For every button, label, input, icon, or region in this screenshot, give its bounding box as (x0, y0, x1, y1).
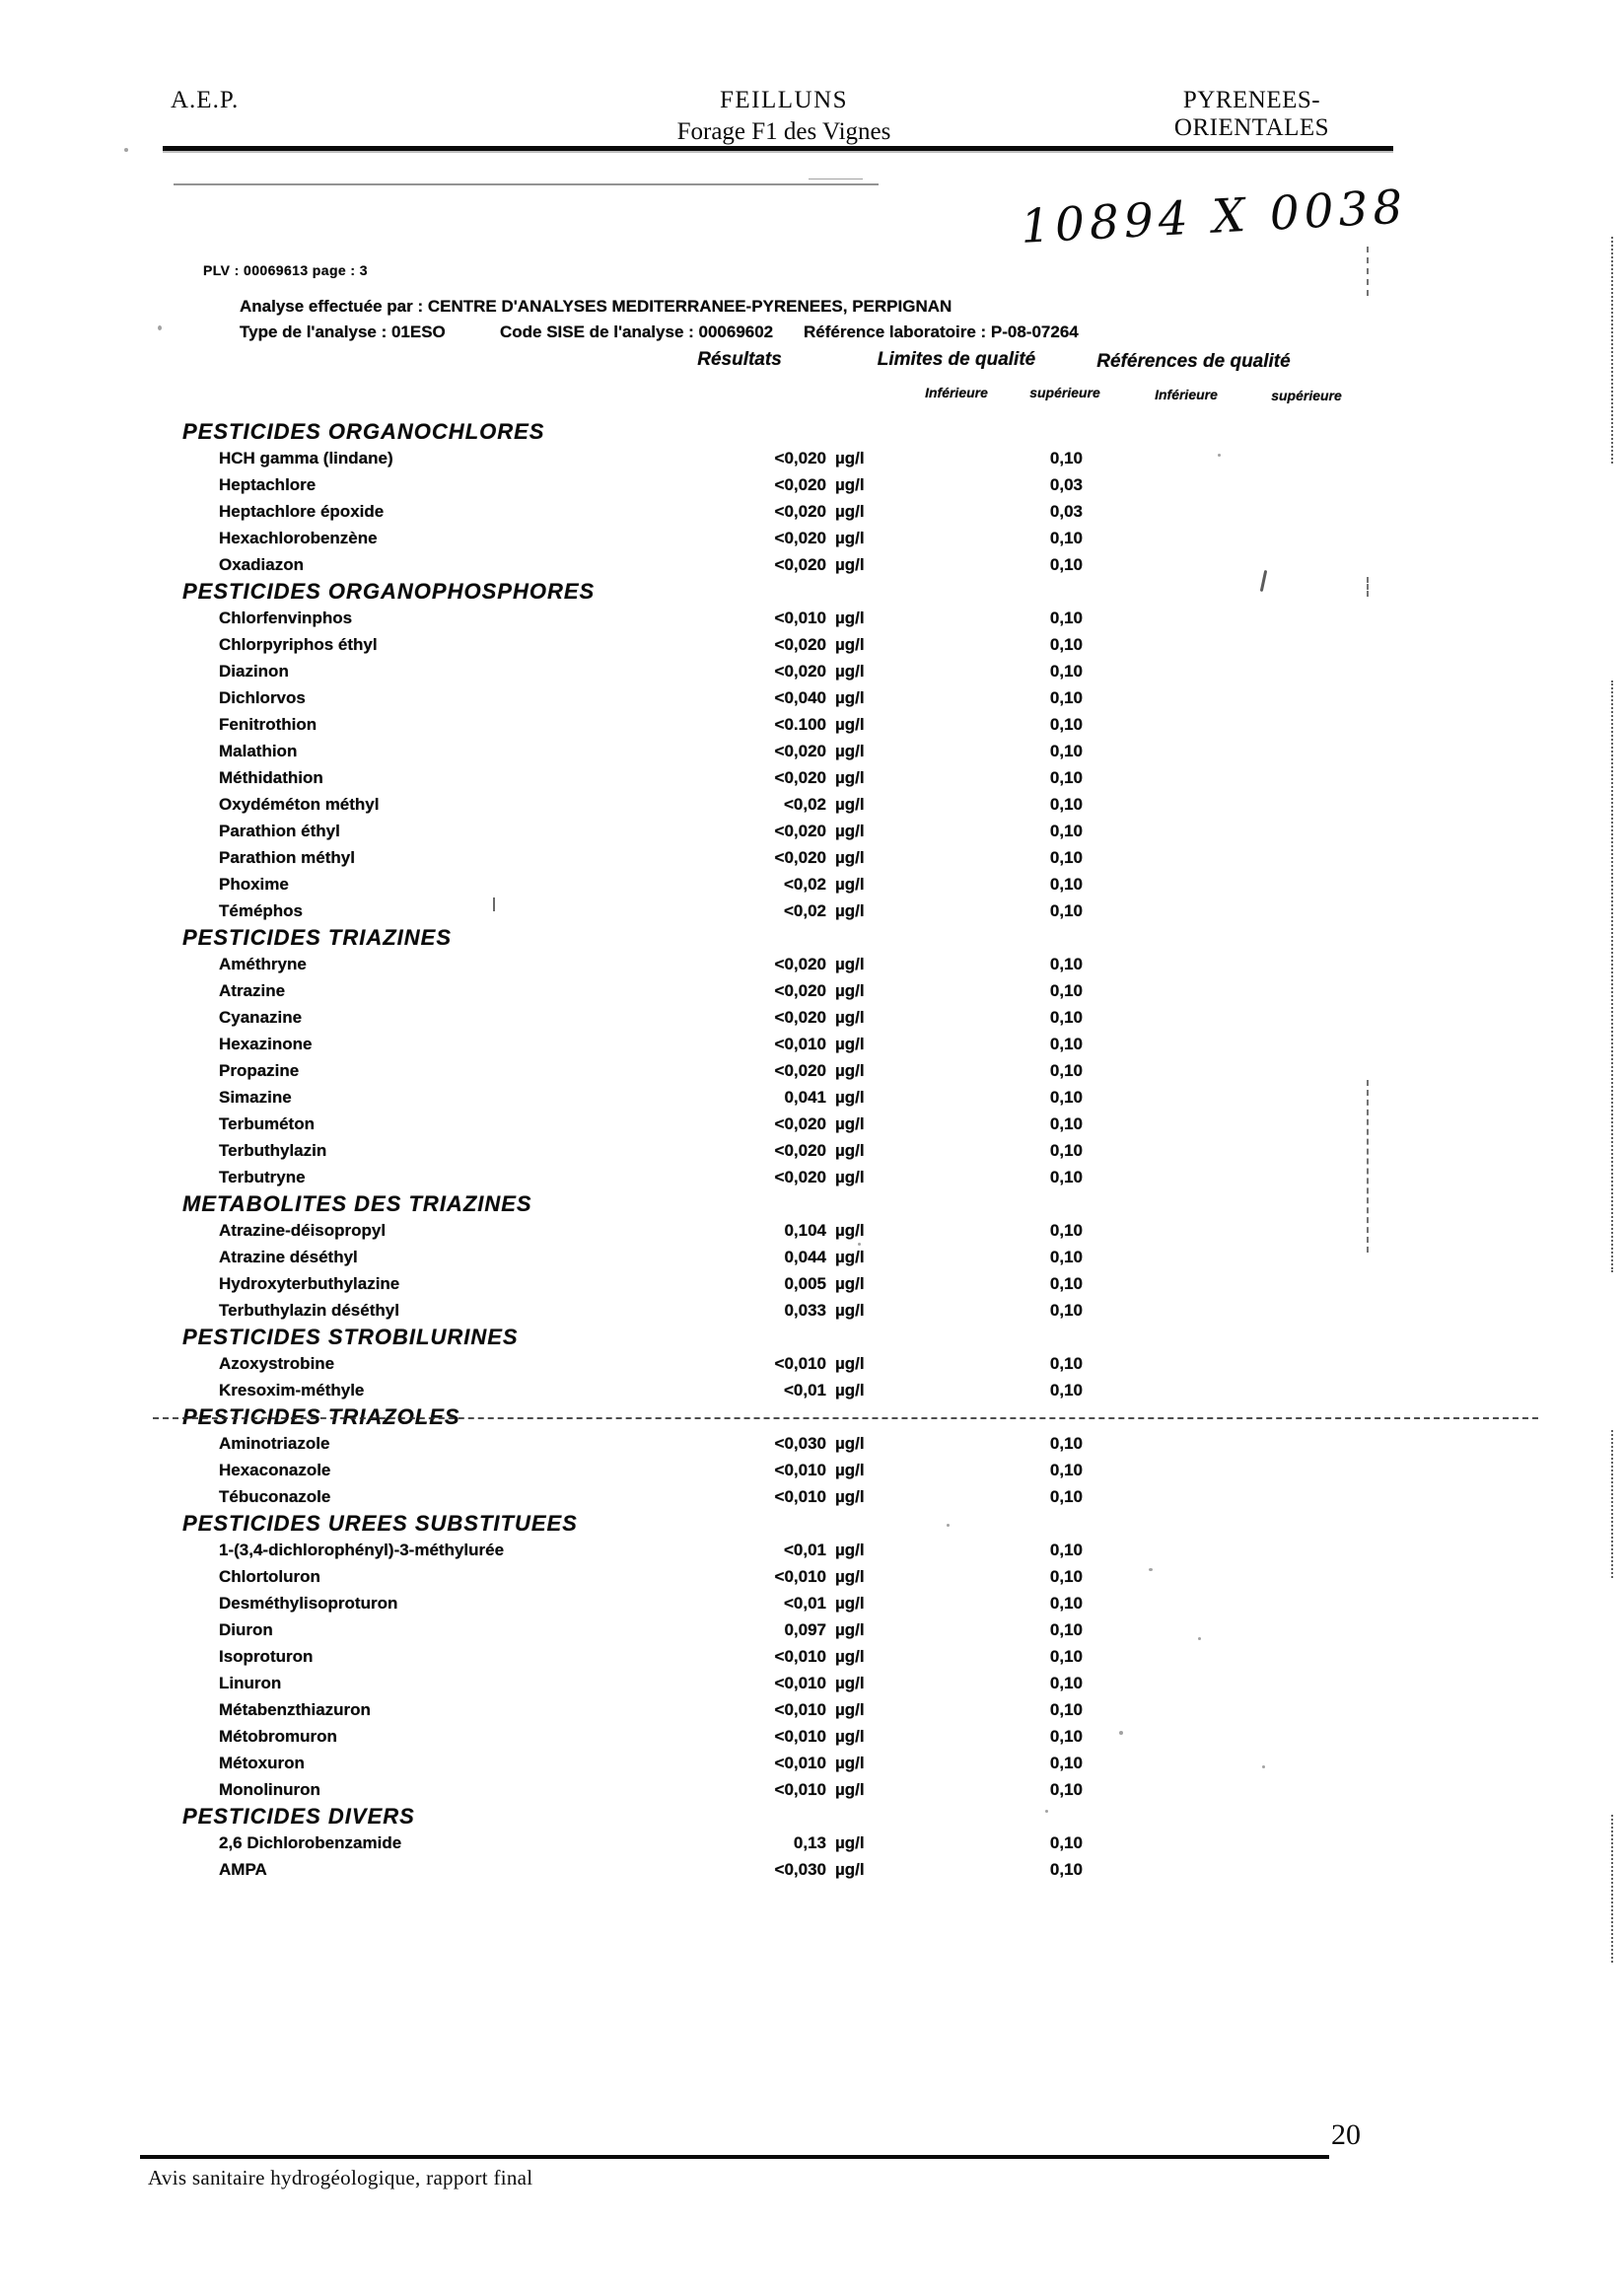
result-unit: µg/l (835, 529, 865, 547)
table-row (0, 551, 1623, 578)
scan-artifact-dash (1367, 247, 1369, 296)
section-title (0, 924, 1623, 951)
parameter-name: Diazinon (219, 662, 289, 681)
parameter-name: Aminotriazole (219, 1434, 330, 1453)
section-title-text: PESTICIDES ORGANOPHOSPHORES (182, 579, 596, 604)
limit-superieure-value: 0,10 (1049, 1567, 1083, 1586)
result-unit: µg/l (835, 1141, 865, 1160)
section-title-text: METABOLITES DES TRIAZINES (182, 1191, 532, 1216)
faint-rule (174, 183, 879, 185)
result-value: <0,010 (774, 1461, 826, 1479)
result-value: <0,030 (774, 1860, 826, 1879)
section-title-text: PESTICIDES UREES SUBSTITUEES (182, 1511, 578, 1536)
table-row (0, 1457, 1623, 1483)
parameter-name: Tébuconazole (219, 1487, 331, 1506)
limit-superieure-value: 0,10 (1049, 768, 1083, 787)
section-title (0, 1403, 1623, 1430)
result-value: <0,020 (774, 848, 826, 867)
result-value: 0,13 (793, 1833, 826, 1852)
result-value: <0,010 (774, 1727, 826, 1746)
footer-rule (140, 2155, 1329, 2159)
result-unit: µg/l (835, 1647, 865, 1666)
table-row (0, 1723, 1623, 1750)
parameter-name: Atrazine déséthyl (219, 1248, 358, 1266)
table-row (0, 1244, 1623, 1270)
result-value: <0,01 (783, 1541, 826, 1559)
result-unit: µg/l (835, 1434, 865, 1453)
scan-artifact-dotted-line (1611, 681, 1613, 1272)
limit-superieure-value: 0,10 (1049, 1674, 1083, 1692)
parameter-name: Parathion méthyl (219, 848, 355, 867)
table-row (0, 1137, 1623, 1164)
result-value: <0,010 (774, 609, 826, 627)
parameter-name: Kresoxim-méthyle (219, 1381, 365, 1399)
parameter-name: Chlorpyriphos éthyl (219, 635, 378, 654)
table-row (0, 1537, 1623, 1563)
result-unit: µg/l (835, 848, 865, 867)
table-row (0, 1350, 1623, 1377)
result-value: <0,040 (774, 688, 826, 707)
table-row (0, 605, 1623, 631)
result-value: <0,020 (774, 1168, 826, 1186)
parameter-name: Propazine (219, 1061, 300, 1080)
table-row (0, 1377, 1623, 1403)
result-value: 0,104 (784, 1221, 826, 1240)
scan-artifact-dotted-line (1611, 1815, 1613, 1963)
section-title (0, 1324, 1623, 1350)
result-unit: µg/l (835, 1461, 865, 1479)
result-unit: µg/l (835, 1674, 865, 1692)
result-unit: µg/l (835, 742, 865, 760)
analysis-code-sise: Code SISE de l'analyse : 00069602 (500, 323, 774, 341)
scan-speck (858, 1243, 861, 1246)
limit-superieure-value: 0,10 (1049, 1594, 1083, 1613)
parameter-name: Parathion éthyl (219, 822, 340, 840)
result-value: <0,010 (774, 1754, 826, 1772)
result-value: <0,020 (774, 1008, 826, 1027)
table-row (0, 471, 1623, 498)
table-row (0, 1590, 1623, 1616)
result-value: <0,020 (774, 981, 826, 1000)
table-row (0, 1004, 1623, 1031)
parameter-name: Fenitrothion (219, 715, 318, 734)
subheader-reference-inferieure: Inférieure (1155, 387, 1218, 402)
table-row (0, 1164, 1623, 1190)
subheader-limite-superieure: supérieure (1029, 385, 1100, 400)
result-unit: µg/l (835, 1221, 865, 1240)
result-unit: µg/l (835, 981, 865, 1000)
parameter-name: Linuron (219, 1674, 282, 1692)
limit-superieure-value: 0,03 (1049, 475, 1083, 494)
result-unit: µg/l (835, 955, 865, 973)
section-title-text: PESTICIDES TRIAZINES (182, 925, 453, 950)
scan-artifact-dash (1367, 1080, 1369, 1253)
result-value: <0,020 (774, 822, 826, 840)
result-unit: µg/l (835, 1700, 865, 1719)
table-row (0, 764, 1623, 791)
result-value: <0,010 (774, 1567, 826, 1586)
limit-superieure-value: 0,10 (1049, 1008, 1083, 1027)
results-table (0, 418, 1623, 1883)
result-unit: µg/l (835, 875, 865, 894)
result-value: <0,020 (774, 475, 826, 494)
limit-superieure-value: 0,10 (1049, 1381, 1083, 1399)
table-row (0, 951, 1623, 977)
result-unit: µg/l (835, 822, 865, 840)
result-unit: µg/l (835, 1487, 865, 1506)
section-title-text: PESTICIDES TRIAZOLES (182, 1404, 460, 1429)
table-row (0, 791, 1623, 818)
scan-artifact-dotted-line (1611, 1430, 1613, 1578)
result-value: <0,020 (774, 742, 826, 760)
table-row (0, 525, 1623, 551)
section-title (0, 1803, 1623, 1830)
footer-caption: Avis sanitaire hydrogéologique, rapport final (148, 2166, 533, 2189)
result-unit: µg/l (835, 1567, 865, 1586)
limit-superieure-value: 0,10 (1049, 1727, 1083, 1746)
parameter-name: Terbuméton (219, 1114, 315, 1133)
result-unit: µg/l (835, 1248, 865, 1266)
scan-speck (1149, 1568, 1153, 1571)
result-value: <0,010 (774, 1035, 826, 1053)
parameter-name: Atrazine-déisopropyl (219, 1221, 387, 1240)
limit-superieure-value: 0,10 (1049, 1114, 1083, 1133)
parameter-name: Métabenzthiazuron (219, 1700, 371, 1719)
result-unit: µg/l (835, 1541, 865, 1559)
result-unit: µg/l (835, 1780, 865, 1799)
limit-superieure-value: 0,10 (1049, 1221, 1083, 1240)
result-unit: µg/l (835, 1833, 865, 1852)
parameter-name: Méthidathion (219, 768, 323, 787)
parameter-name: Améthryne (219, 955, 307, 973)
result-value: <0,020 (774, 635, 826, 654)
limit-superieure-value: 0,10 (1049, 1088, 1083, 1107)
table-row (0, 631, 1623, 658)
parameter-name: Terbutryne (219, 1168, 306, 1186)
result-unit: µg/l (835, 1354, 865, 1373)
limit-superieure-value: 0,10 (1049, 1700, 1083, 1719)
limit-superieure-value: 0,10 (1049, 955, 1083, 973)
scan-speck (158, 325, 162, 330)
parameter-name: 1-(3,4-dichlorophényl)-3-méthylurée (219, 1541, 505, 1559)
result-value: <0,020 (774, 662, 826, 681)
section-title-text: PESTICIDES DIVERS (182, 1804, 415, 1829)
scan-speck (1262, 1765, 1265, 1768)
limit-superieure-value: 0,10 (1049, 1541, 1083, 1559)
result-value: <0,020 (774, 1114, 826, 1133)
subheader-limite-inferieure: Inférieure (925, 385, 988, 400)
limit-superieure-value: 0,10 (1049, 1248, 1083, 1266)
parameter-name: Terbuthylazin déséthyl (219, 1301, 399, 1320)
result-value: <0,030 (774, 1434, 826, 1453)
result-value: <0,02 (783, 795, 826, 814)
header-rule (163, 146, 1393, 151)
parameter-name: Oxadiazon (219, 555, 304, 574)
table-row (0, 658, 1623, 684)
section-title (0, 578, 1623, 605)
result-unit: µg/l (835, 475, 865, 494)
result-unit: µg/l (835, 449, 865, 467)
table-row (0, 1643, 1623, 1670)
limit-superieure-value: 0,03 (1049, 502, 1083, 521)
table-row (0, 977, 1623, 1004)
table-row (0, 1111, 1623, 1137)
parameter-name: Malathion (219, 742, 298, 760)
limit-superieure-value: 0,10 (1049, 1141, 1083, 1160)
result-unit: µg/l (835, 1274, 865, 1293)
result-unit: µg/l (835, 1168, 865, 1186)
result-value: 0,044 (784, 1248, 826, 1266)
parameter-name: Monolinuron (219, 1780, 320, 1799)
result-unit: µg/l (835, 1594, 865, 1613)
parameter-name: Isoproturon (219, 1647, 314, 1666)
limit-superieure-value: 0,10 (1049, 742, 1083, 760)
result-value: <0,01 (783, 1381, 826, 1399)
table-row (0, 684, 1623, 711)
column-header-limites: Limites de qualité (877, 349, 1036, 370)
parameter-name: Métobromuron (219, 1727, 337, 1746)
result-value: <0,010 (774, 1487, 826, 1506)
result-unit: µg/l (835, 795, 865, 814)
limit-superieure-value: 0,10 (1049, 1035, 1083, 1053)
result-value: <0,010 (774, 1354, 826, 1373)
table-row (0, 1084, 1623, 1111)
scan-speck (947, 1524, 950, 1527)
analysis-type: Type de l'analyse : 01ESO (240, 323, 446, 341)
table-row (0, 1483, 1623, 1510)
limit-superieure-value: 0,10 (1049, 1860, 1083, 1879)
limit-superieure-value: 0,10 (1049, 1061, 1083, 1080)
table-row (0, 1430, 1623, 1457)
limit-superieure-value: 0,10 (1049, 1647, 1083, 1666)
table-row (0, 738, 1623, 764)
parameter-name: Cyanazine (219, 1008, 303, 1027)
analysis-performed-by: Analyse effectuée par : CENTRE D'ANALYSES MEDITERRANEE-PYRENEES, PERPIGNAN (240, 297, 953, 316)
result-unit: µg/l (835, 1035, 865, 1053)
table-row (0, 1270, 1623, 1297)
parameter-name: Chlorfenvinphos (219, 609, 353, 627)
limit-superieure-value: 0,10 (1049, 1754, 1083, 1772)
limit-superieure-value: 0,10 (1049, 981, 1083, 1000)
table-row (0, 445, 1623, 471)
result-value: <0,02 (783, 875, 826, 894)
parameter-name: Hydroxyterbuthylazine (219, 1274, 400, 1293)
limit-superieure-value: 0,10 (1049, 1354, 1083, 1373)
parameter-name: Hexazinone (219, 1035, 313, 1053)
table-row (0, 818, 1623, 844)
table-row (0, 844, 1623, 871)
limit-superieure-value: 0,10 (1049, 1274, 1083, 1293)
section-title-text: PESTICIDES ORGANOCHLORES (182, 419, 545, 444)
result-unit: µg/l (835, 1727, 865, 1746)
result-unit: µg/l (835, 1620, 865, 1639)
table-row (0, 1830, 1623, 1856)
limit-superieure-value: 0,10 (1049, 715, 1083, 734)
scan-artifact-stroke (493, 897, 495, 911)
table-row (0, 897, 1623, 924)
scan-speck (1198, 1637, 1201, 1640)
limit-superieure-value: 0,10 (1049, 1168, 1083, 1186)
parameter-name: Chlortoluron (219, 1567, 320, 1586)
limit-superieure-value: 0,10 (1049, 1434, 1083, 1453)
parameter-name: Terbuthylazin (219, 1141, 327, 1160)
limit-superieure-value: 0,10 (1049, 875, 1083, 894)
header-commune: FEILLUNS (719, 87, 849, 113)
result-unit: µg/l (835, 768, 865, 787)
result-value: 0,005 (784, 1274, 826, 1293)
result-value: <0,020 (774, 1141, 826, 1160)
result-value: <0,020 (774, 768, 826, 787)
result-unit: µg/l (835, 1301, 865, 1320)
parameter-name: Diuron (219, 1620, 273, 1639)
result-value: <0,010 (774, 1674, 826, 1692)
column-header-references: Références de qualité (1096, 351, 1291, 372)
result-value: <0,010 (774, 1700, 826, 1719)
result-value: 0,041 (784, 1088, 826, 1107)
parameter-name: Hexaconazole (219, 1461, 331, 1479)
limit-superieure-value: 0,10 (1049, 529, 1083, 547)
section-title-text: PESTICIDES STROBILURINES (182, 1325, 519, 1349)
table-row (0, 498, 1623, 525)
limit-superieure-value: 0,10 (1049, 822, 1083, 840)
parameter-name: Phoxime (219, 875, 289, 894)
handwritten-reference: 10894 X 0038 (1019, 179, 1409, 254)
limit-superieure-value: 0,10 (1049, 1780, 1083, 1799)
parameter-name: Heptachlore (219, 475, 317, 494)
parameter-name: Métoxuron (219, 1754, 305, 1772)
table-row (0, 1563, 1623, 1590)
header-subtitle: Forage F1 des Vignes (676, 118, 891, 145)
limit-superieure-value: 0,10 (1049, 662, 1083, 681)
table-row (0, 711, 1623, 738)
limit-superieure-value: 0,10 (1049, 1620, 1083, 1639)
table-row (0, 1776, 1623, 1803)
result-unit: µg/l (835, 555, 865, 574)
limit-superieure-value: 0,10 (1049, 1461, 1083, 1479)
result-unit: µg/l (835, 1754, 865, 1772)
result-unit: µg/l (835, 662, 865, 681)
table-row (0, 1217, 1623, 1244)
limit-superieure-value: 0,10 (1049, 901, 1083, 920)
parameter-name: HCH gamma (lindane) (219, 449, 393, 467)
result-unit: µg/l (835, 635, 865, 654)
scan-artifact-dotted-line (1611, 237, 1613, 464)
result-unit: µg/l (835, 1860, 865, 1879)
parameter-name: Téméphos (219, 901, 304, 920)
limit-superieure-value: 0,10 (1049, 1487, 1083, 1506)
result-unit: µg/l (835, 688, 865, 707)
result-value: 0,097 (784, 1620, 826, 1639)
parameter-name: AMPA (219, 1860, 267, 1879)
parameter-name: Simazine (219, 1088, 292, 1107)
parameter-name: Atrazine (219, 981, 286, 1000)
table-row (0, 1856, 1623, 1883)
parameter-name: Desméthylisoproturon (219, 1594, 398, 1613)
result-value: <0,020 (774, 1061, 826, 1080)
section-title (0, 1190, 1623, 1217)
limit-superieure-value: 0,10 (1049, 449, 1083, 467)
result-value: <0,020 (774, 449, 826, 467)
limit-superieure-value: 0,10 (1049, 609, 1083, 627)
result-value: <0,020 (774, 529, 826, 547)
result-unit: µg/l (835, 1088, 865, 1107)
table-row (0, 1297, 1623, 1324)
result-value: <0,020 (774, 955, 826, 973)
limit-superieure-value: 0,10 (1049, 1301, 1083, 1320)
scan-speck (1119, 1731, 1123, 1735)
plv-line: PLV : 00069613 page : 3 (203, 262, 368, 278)
result-value: <0,020 (774, 555, 826, 574)
table-row (0, 1057, 1623, 1084)
result-value: <0,010 (774, 1780, 826, 1799)
result-unit: µg/l (835, 609, 865, 627)
table-row (0, 1750, 1623, 1776)
result-value: 0,033 (784, 1301, 826, 1320)
limit-superieure-value: 0,10 (1049, 795, 1083, 814)
table-row (0, 1696, 1623, 1723)
column-header-resultats: Résultats (697, 349, 782, 370)
analysis-lab-ref: Référence laboratoire : P-08-07264 (804, 323, 1079, 341)
table-row (0, 1670, 1623, 1696)
limit-superieure-value: 0,10 (1049, 635, 1083, 654)
table-row (0, 1031, 1623, 1057)
header-org: A.E.P. (171, 87, 240, 113)
limit-superieure-value: 0,10 (1049, 555, 1083, 574)
parameter-name: 2,6 Dichlorobenzamide (219, 1833, 402, 1852)
result-value: <0,02 (783, 901, 826, 920)
table-row (0, 871, 1623, 897)
limit-superieure-value: 0,10 (1049, 848, 1083, 867)
result-unit: µg/l (835, 1061, 865, 1080)
parameter-name: Heptachlore époxide (219, 502, 385, 521)
header-departement: PYRENEES-ORIENTALES (1173, 87, 1330, 141)
result-unit: µg/l (835, 715, 865, 734)
result-unit: µg/l (835, 1008, 865, 1027)
scan-speck (1218, 454, 1221, 457)
result-value: <0,01 (783, 1594, 826, 1613)
parameter-name: Hexachlorobenzène (219, 529, 378, 547)
scan-artifact-dash (1367, 577, 1369, 597)
section-title (0, 418, 1623, 445)
scan-speck (124, 148, 128, 152)
result-value: <0,010 (774, 1647, 826, 1666)
result-unit: µg/l (835, 901, 865, 920)
result-unit: µg/l (835, 502, 865, 521)
result-unit: µg/l (835, 1381, 865, 1399)
table-row (0, 1616, 1623, 1643)
parameter-name: Azoxystrobine (219, 1354, 335, 1373)
result-value: <0.100 (774, 715, 826, 734)
result-unit: µg/l (835, 1114, 865, 1133)
result-value: <0,020 (774, 502, 826, 521)
scan-speck (1045, 1810, 1048, 1813)
subheader-reference-superieure: supérieure (1271, 388, 1342, 403)
section-title (0, 1510, 1623, 1537)
parameter-name: Dichlorvos (219, 688, 306, 707)
page-number: 20 (1331, 2118, 1361, 2151)
limit-superieure-value: 0,10 (1049, 1833, 1083, 1852)
limit-superieure-value: 0,10 (1049, 688, 1083, 707)
parameter-name: Oxydéméton méthyl (219, 795, 380, 814)
